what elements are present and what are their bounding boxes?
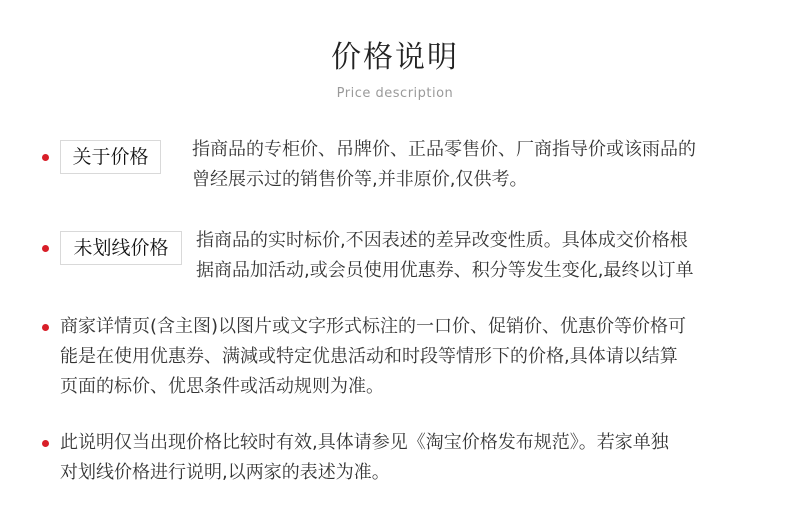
text-line: 曾经展示过的销售价等,并非原价,仅供考。: [192, 169, 528, 190]
text-line: 商家详情页(含主图)以图片或文字形式标注的一口价、促销价、优惠价等价格可: [60, 316, 687, 337]
page-header: [0, 36, 790, 104]
page-subtitle: Price description: [336, 86, 454, 101]
unmarked-price-description: [196, 226, 693, 286]
bullet-dot: [42, 154, 49, 161]
text-line: 指商品的实时标价,不因表述的差异改变性质。具体成交价格根: [196, 230, 688, 251]
page-title: 价格说明: [331, 40, 459, 75]
text-line: 页面的标价、优思条件或活动规则为准。: [60, 376, 384, 397]
text-line: 能是在使用优惠券、满減或特定优患活动和时段等情形下的价格,具体请以结算: [60, 346, 678, 367]
text-line: 据商品加活动,或会员使用优惠券、积分等发生变化,最终以订单: [196, 260, 694, 281]
label-unmarked-price: 未划线价格: [60, 231, 182, 265]
text-line: 指商品的专柜价、吊牌价、正品零售价、厂商指导价或该雨品的: [192, 139, 696, 160]
text-line: 此说明仅当出现价格比较时有效,具体请参见《淘宝价格发布规范》。若家单独: [60, 432, 669, 453]
text-line: 对划线价格进行说明,以两家的表述为准。: [60, 462, 390, 483]
label-about-price: 关于价格: [60, 140, 161, 174]
merchant-page-note: [60, 312, 686, 402]
bullet-dot: [42, 440, 49, 447]
about-price-description: [192, 135, 696, 195]
bullet-dot: [42, 245, 49, 252]
bullet-dot: [42, 324, 49, 331]
comparison-note: [60, 428, 669, 488]
